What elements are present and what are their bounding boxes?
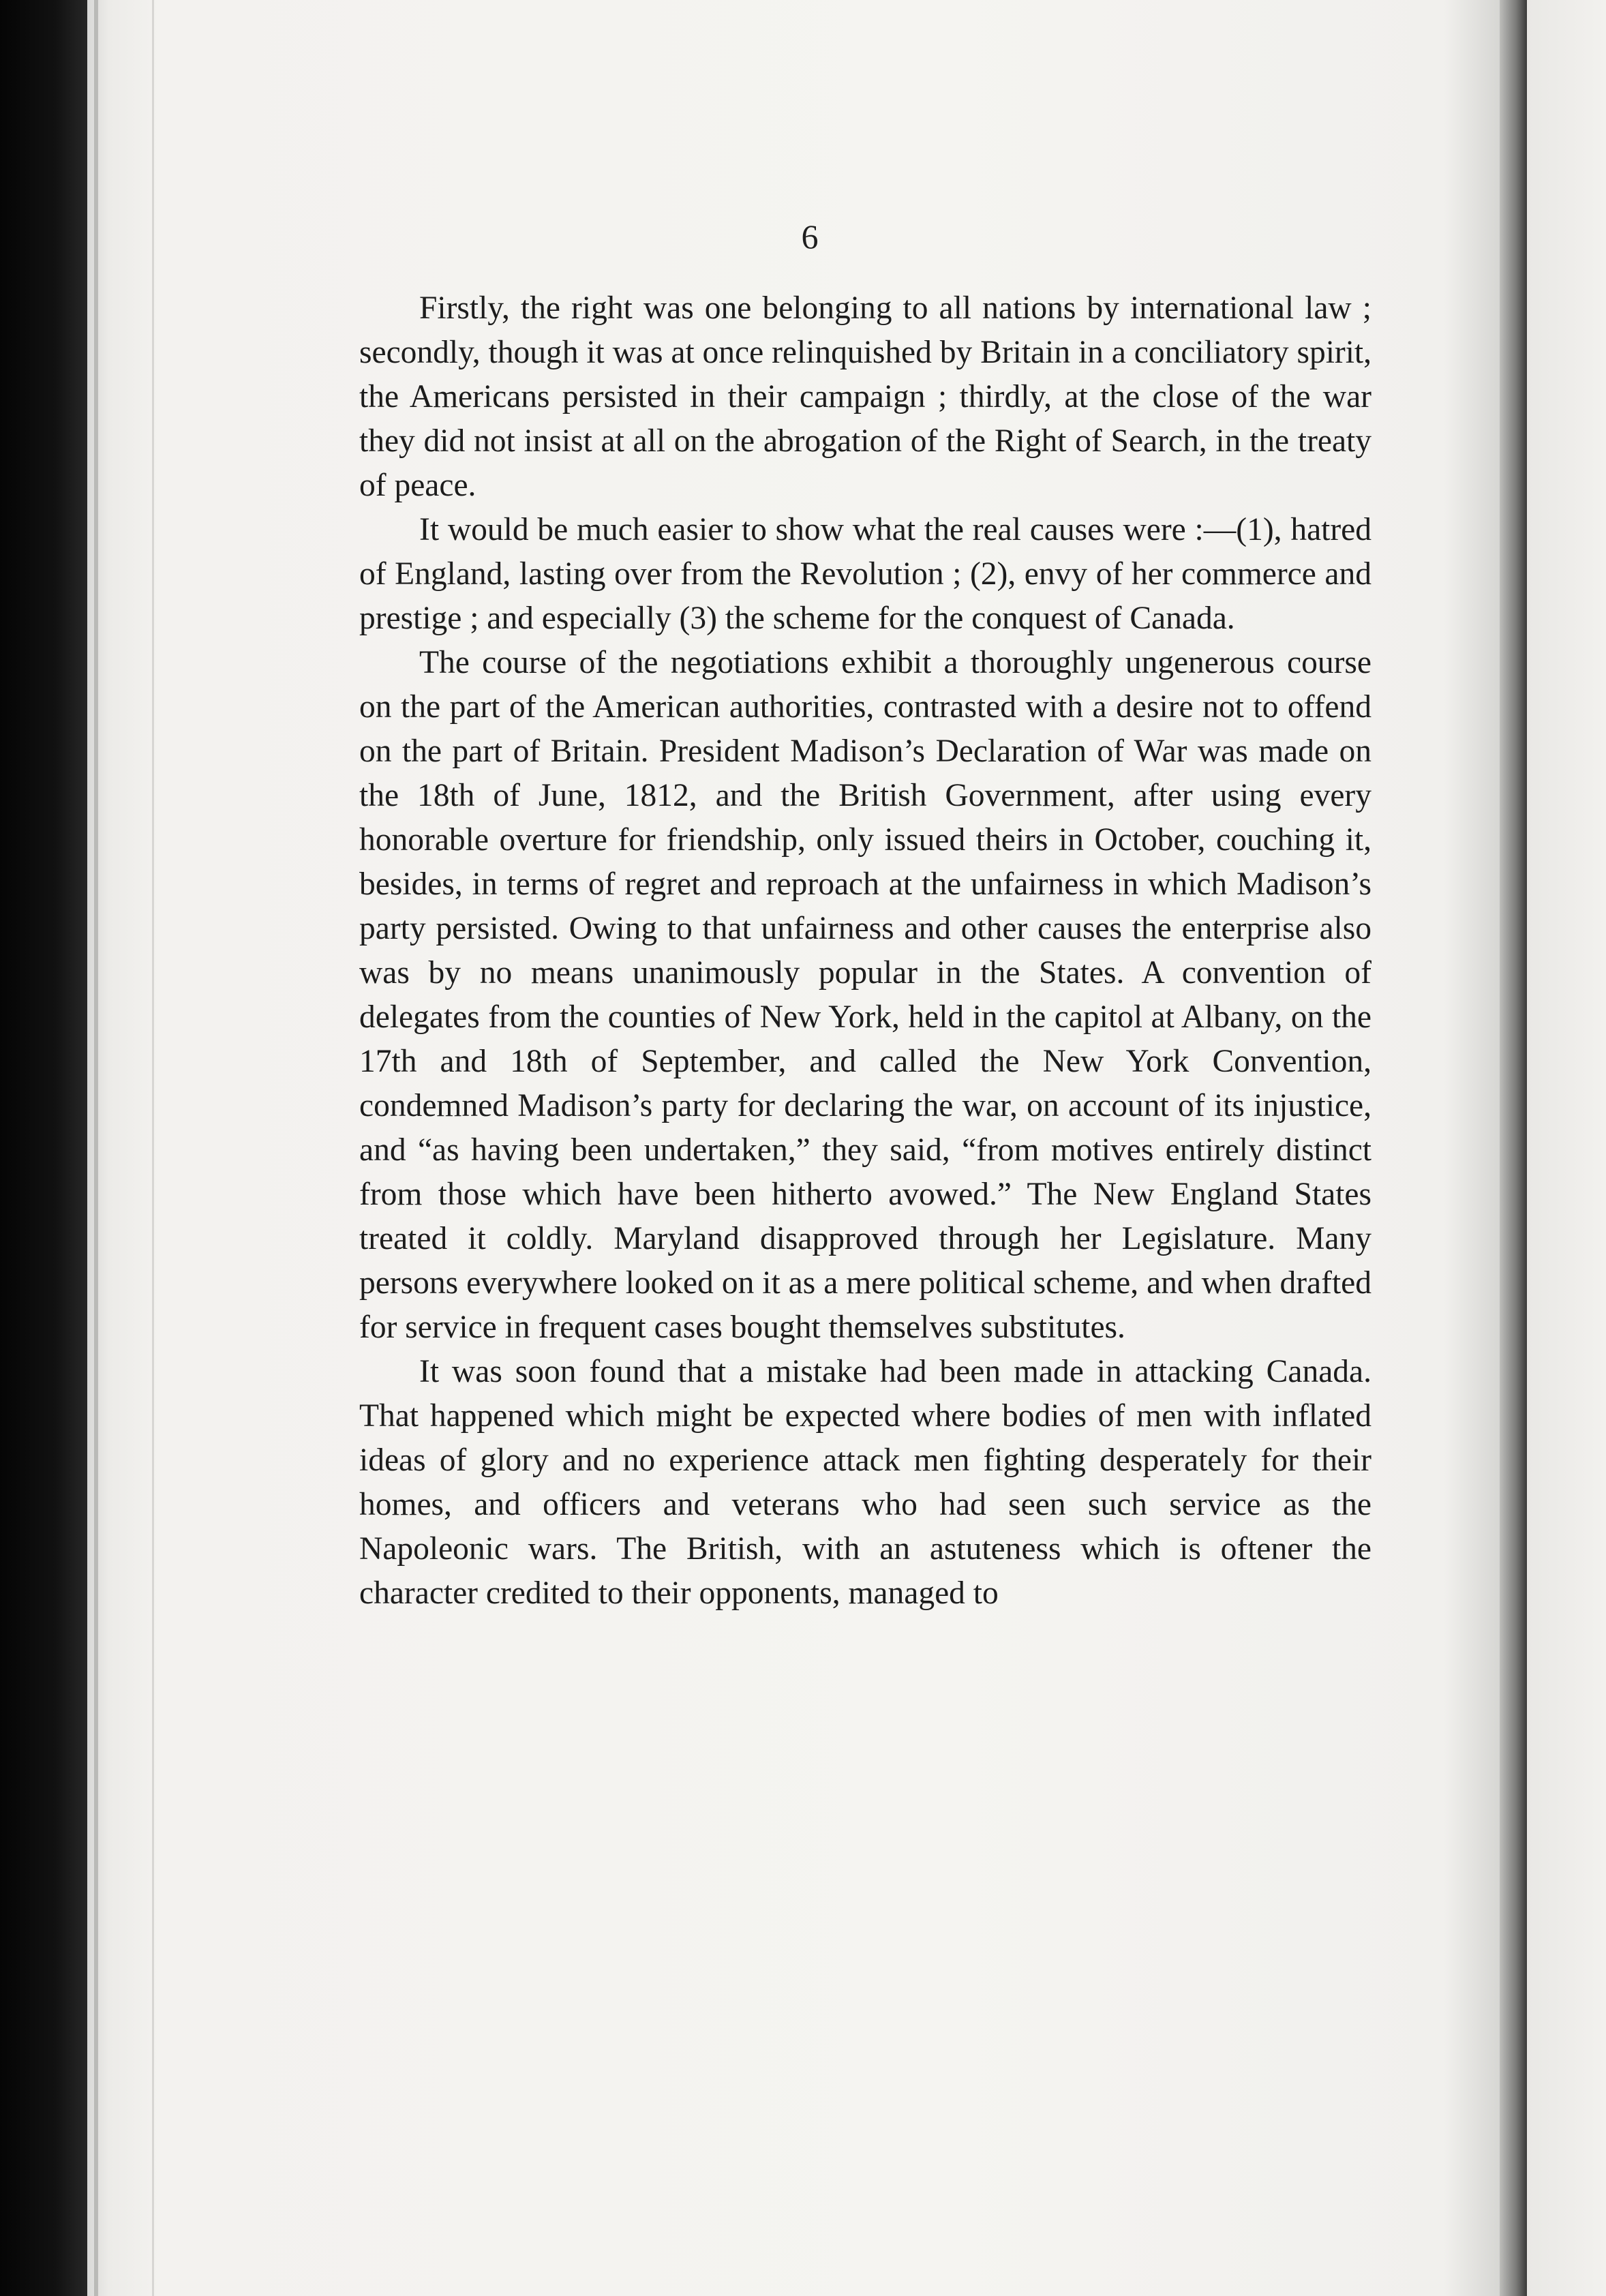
paragraph-negotiations: The course of the negotiations exhibit a thoroughly ungenerous course on the part of the American authorities, contrasted with a desire not to offend on the part of Britain. President Madison’s Declaration of War was made on the 18th of June, 1812, and the British Government, after using every honorable overture for friendship, only issued theirs in October, couching it, besides, in terms of regret and reproach at the unfairness in which Madison’s party persisted. Owing to that unfairness and other causes the enterprise also was by no means unanimously popular in the States. A convention of delegates from the counties of New York, held in the capitol at Albany, on the 17th and 18th of September, and called the New York Convention, condemned Madison’s party for declaring the war, on account of its injustice, and “as having been undertaken,” they said, “from motives entirely distinct from those which have been hitherto avowed.” The New England States treated it coldly. Maryland disapproved through her Legislature. Many persons everywhere looked on it as a mere political scheme, and when drafted for service in frequent cases bought themselves substitutes. [359, 645, 1372, 1345]
paragraph-attacking-canada: It was soon found that a mistake had been made in attacking Canada. That happened which might be expected where bodies of men with inflated ideas of glory and no experience attack men fighting desperately for their homes, and officers and veterans who had seen such service as the Napoleonic wars. The British, with an astuteness which is oftener the character credited to their opponents, managed to [359, 1354, 1372, 1611]
book-gutter [1500, 0, 1527, 2296]
paragraph-real-causes: It would be much easier to show what the real causes were :—(1), hatred of England, lasting over from the Revolution ; (2), envy of her commerce and prestige ; and especially (3) the scheme for the conquest of Canada. [359, 512, 1372, 636]
paragraph-right-of-search: Firstly, the right was one belonging to all nations by international law ; secondly, though it was at once relinquished by Britain in a conciliatory spirit, the Americans persisted in their campaign ; thirdly, at the close of the war they did not insist at all on the abrogation of the Right of Search, in the treaty of peace. [359, 290, 1372, 503]
facing-page-edge [1527, 0, 1606, 2296]
scan-edge-left [0, 0, 92, 2296]
body-text [359, 286, 1372, 1616]
page-number: 6 [801, 217, 819, 256]
